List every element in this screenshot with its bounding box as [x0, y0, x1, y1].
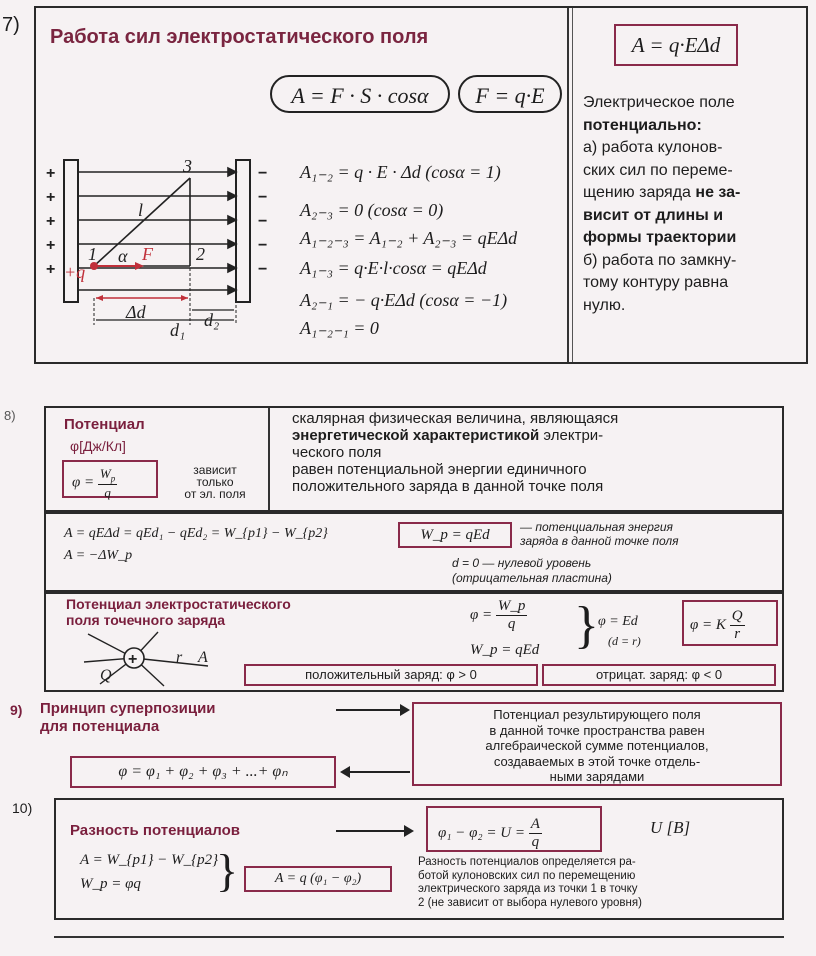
potential-line-4: ских сил по переме- — [583, 161, 733, 179]
bottom-rule — [54, 936, 784, 938]
point-charge-plus: + — [128, 651, 138, 668]
potential-line-5a: щению заряда — [583, 184, 696, 201]
minus-sign-3: − — [258, 213, 268, 230]
difference-eq-1: A = W_{p1} − W_{p2} — [80, 852, 219, 868]
coulomb-potential-box — [682, 600, 778, 646]
work-formula: A = F · S · cosα — [291, 83, 429, 108]
charge-label: +q — [64, 262, 86, 282]
section-7-divider-2 — [572, 8, 573, 362]
plus-sign-2: + — [46, 189, 56, 206]
phi-wp-fraction — [496, 598, 528, 633]
d2-label: d₂ — [204, 310, 220, 330]
energy-eq-1: A = qEΔd = qEd₁ − qEd₂ = W_{p1} − W_{p2} — [64, 526, 328, 541]
eq-a12: A₁₋₂ = q · E · Δd (cosα = 1) — [300, 162, 501, 182]
eq-a123: A₁₋₂₋₃ = A₁₋₂ + A₂₋₃ = qEΔd — [300, 228, 518, 248]
potential-fraction — [98, 466, 117, 501]
curly-brace: } — [574, 597, 599, 654]
minus-sign-4: − — [258, 237, 268, 254]
difference-lhs: φ₁ − φ₂ = U = — [438, 824, 529, 841]
a-label: A — [198, 649, 208, 666]
coulomb-lhs: φ = K — [690, 616, 726, 633]
difference-formula-box — [426, 806, 602, 852]
negative-charge-text: отрицат. заряд: φ < 0 — [595, 667, 723, 682]
delta-d-label: Δd — [126, 302, 146, 322]
phi-wp-formula — [470, 598, 527, 633]
eq-a23: A₂₋₃ = 0 (cosα = 0) — [300, 200, 444, 220]
superposition-formula: φ = φ₁ + φ₂ + φ₃ + ...+ φₙ — [118, 763, 288, 780]
definition-line-1: скалярная физическая величина, являющаяся — [292, 410, 619, 427]
minus-sign-1: − — [258, 165, 268, 182]
point-charge-title — [66, 596, 291, 628]
superposition-arrow — [336, 709, 402, 711]
superposition-title-1: Принцип суперпозиции — [40, 700, 216, 717]
work-result-box — [614, 24, 738, 66]
potential-line-1: Электрическое поле — [583, 94, 735, 111]
superposition-desc-1: Потенциал результирующего поля — [493, 707, 701, 722]
potential-line-2: потенциально: — [583, 116, 702, 134]
definition-line-3: ческого поля — [292, 444, 382, 461]
potential-line-9: тому контуру равна — [583, 274, 729, 291]
plus-sign-5: + — [46, 261, 56, 278]
positive-charge-box — [244, 664, 538, 686]
energy-eq-2: A = −ΔW_p — [64, 548, 133, 563]
potential-definition — [292, 410, 780, 495]
depends-note — [170, 464, 260, 500]
difference-den: q — [531, 834, 540, 850]
force-label: F — [142, 244, 153, 264]
difference-arrow — [336, 830, 406, 832]
potential-den: q — [104, 484, 111, 500]
wp-note-line-1: — потенциальная энергия — [520, 520, 673, 534]
potential-line-6: висит от длины и — [583, 206, 724, 224]
potential-text — [583, 92, 805, 317]
difference-brace: } — [216, 845, 239, 896]
minus-sign-5: − — [258, 261, 268, 278]
superposition-title-2: для потенциала — [40, 718, 160, 735]
path-l-label: l — [138, 200, 144, 220]
difference-desc-1: Разность потенциалов определяется ра- — [418, 856, 636, 868]
work-difference-box — [244, 866, 392, 892]
point-charge-title-1: Потенциал электростатического — [66, 596, 291, 612]
difference-num: A — [530, 816, 540, 832]
superposition-title — [40, 700, 216, 736]
depends-line-1: зависит — [193, 463, 237, 477]
potential-line-5b: не за- — [695, 184, 741, 201]
potential-formula-box — [62, 460, 158, 498]
wp-note-line-2: заряда в данной точке поля — [520, 534, 679, 548]
potential-line-3: а) работа кулонов- — [583, 139, 723, 156]
difference-desc — [418, 856, 778, 910]
potential-title: Потенциал — [64, 416, 145, 433]
wp-qed: W_p = qEd — [470, 642, 540, 658]
difference-fraction — [529, 816, 542, 851]
superposition-back-arrowhead — [340, 766, 350, 778]
potential-line-10: нулю. — [583, 296, 626, 314]
minus-sign-2: − — [258, 189, 268, 206]
superposition-back-arrow — [350, 771, 410, 773]
voltage-unit: U [В] — [650, 818, 691, 837]
difference-desc-4: 2 (не зависит от выбора нулевого уровня) — [418, 896, 642, 909]
superposition-desc-4: создаваемых в этой точке отдель- — [493, 753, 701, 769]
plus-sign-1: + — [46, 165, 56, 182]
difference-eq-2: W_p = φq — [80, 876, 141, 892]
potential-unit: φ[Дж/Кл] — [70, 438, 126, 454]
plus-sign-4: + — [46, 237, 56, 254]
q-label: Q — [100, 667, 112, 684]
work-difference: A = q (φ₁ − φ₂) — [274, 871, 362, 886]
angle-label: α — [118, 246, 128, 266]
work-formula-oval — [270, 75, 450, 113]
point-charge-title-2: поля точечного заряда — [66, 612, 226, 628]
potential-line-5 — [583, 182, 805, 205]
zero-level-line-2: (отрицательная пластина) — [452, 571, 612, 585]
section-7-divider — [567, 8, 569, 362]
section-10-number: 10) — [12, 800, 33, 816]
potential-vertical-divider — [268, 408, 270, 510]
point-3-label: 3 — [183, 156, 192, 176]
superposition-desc-5: ными зарядами — [549, 769, 645, 784]
coulomb-fraction — [730, 608, 745, 643]
eq-a121: A₁₋₂₋₁ = 0 — [300, 318, 379, 338]
depends-line-2: только — [196, 475, 234, 489]
section-9-number: 9) — [10, 702, 23, 718]
positive-charge-text: положительный заряд: φ > 0 — [305, 667, 477, 682]
definition-line-2-rest: электри- — [539, 427, 604, 444]
section-7-number: 7) — [2, 14, 20, 36]
plus-sign-3: + — [46, 213, 56, 230]
section-8-number: 8) — [4, 408, 16, 423]
potential-num-sub: p — [110, 473, 116, 484]
point-1-label: 1 — [88, 244, 97, 264]
force-formula-oval — [458, 75, 562, 113]
d1-label: d₁ — [170, 320, 186, 340]
coulomb-num: Q — [731, 608, 743, 624]
superposition-arrowhead — [400, 704, 410, 716]
section-7-title: Работа сил электростатического поля — [50, 26, 429, 48]
wp-note — [520, 520, 679, 548]
negative-plate — [236, 160, 250, 302]
difference-arrowhead — [404, 825, 414, 837]
coulomb-den: r — [734, 626, 741, 642]
wp-box — [398, 522, 512, 548]
field-lines — [78, 168, 236, 294]
r-label: r — [176, 649, 183, 666]
definition-line-5: положительного заряда в данной точке поля — [292, 478, 604, 495]
capacitor-diagram — [40, 150, 280, 340]
definition-line-4: равен потенциальной энергии единичного — [292, 461, 587, 478]
point-2-label: 2 — [196, 244, 205, 264]
zero-level-line-1: d = 0 — нулевой уровень — [452, 556, 592, 570]
force-formula: F = q·E — [475, 83, 545, 108]
difference-desc-3: электрического заряда из точки 1 в точку — [418, 883, 638, 895]
zero-level-note — [452, 556, 612, 586]
potential-num: W — [99, 466, 111, 481]
eq-a21: A₂₋₁ = − q·EΔd (cosα = −1) — [300, 290, 508, 310]
potential-line-7: формы траектории — [583, 229, 737, 246]
potential-formula-lhs: φ = — [72, 474, 98, 491]
potential-line-8: б) работа по замкну- — [583, 251, 737, 269]
phi-ed: φ = Ed — [598, 614, 638, 629]
superposition-desc-2: в данной точке пространства равен — [489, 722, 705, 738]
negative-charge-box — [542, 664, 776, 686]
definition-line-2-bold: энергетической характеристикой — [292, 427, 540, 444]
wp-formula: W_p = qEd — [420, 527, 490, 543]
phi-wp-lhs: φ = — [470, 606, 496, 623]
difference-desc-2: ботой кулоновских сил по перемещению — [418, 869, 636, 882]
phi-wp-num: W_p — [497, 598, 526, 614]
superposition-formula-box — [70, 756, 336, 788]
potential-difference-title: Разность потенциалов — [70, 822, 240, 839]
phi-wp-den: q — [507, 616, 516, 632]
definition-line-2 — [292, 427, 780, 444]
work-result: A = q·EΔd — [631, 33, 721, 57]
phi-ed-note: (d = r) — [608, 634, 641, 648]
superposition-desc-3: алгебраической сумме потенциалов, — [485, 738, 709, 753]
point-charge-diagram — [78, 626, 218, 692]
eq-a13: A₁₋₃ = q·E·l·cosα = qEΔd — [300, 258, 487, 278]
superposition-desc-box — [412, 702, 782, 786]
depends-line-3: от эл. поля — [184, 487, 246, 501]
